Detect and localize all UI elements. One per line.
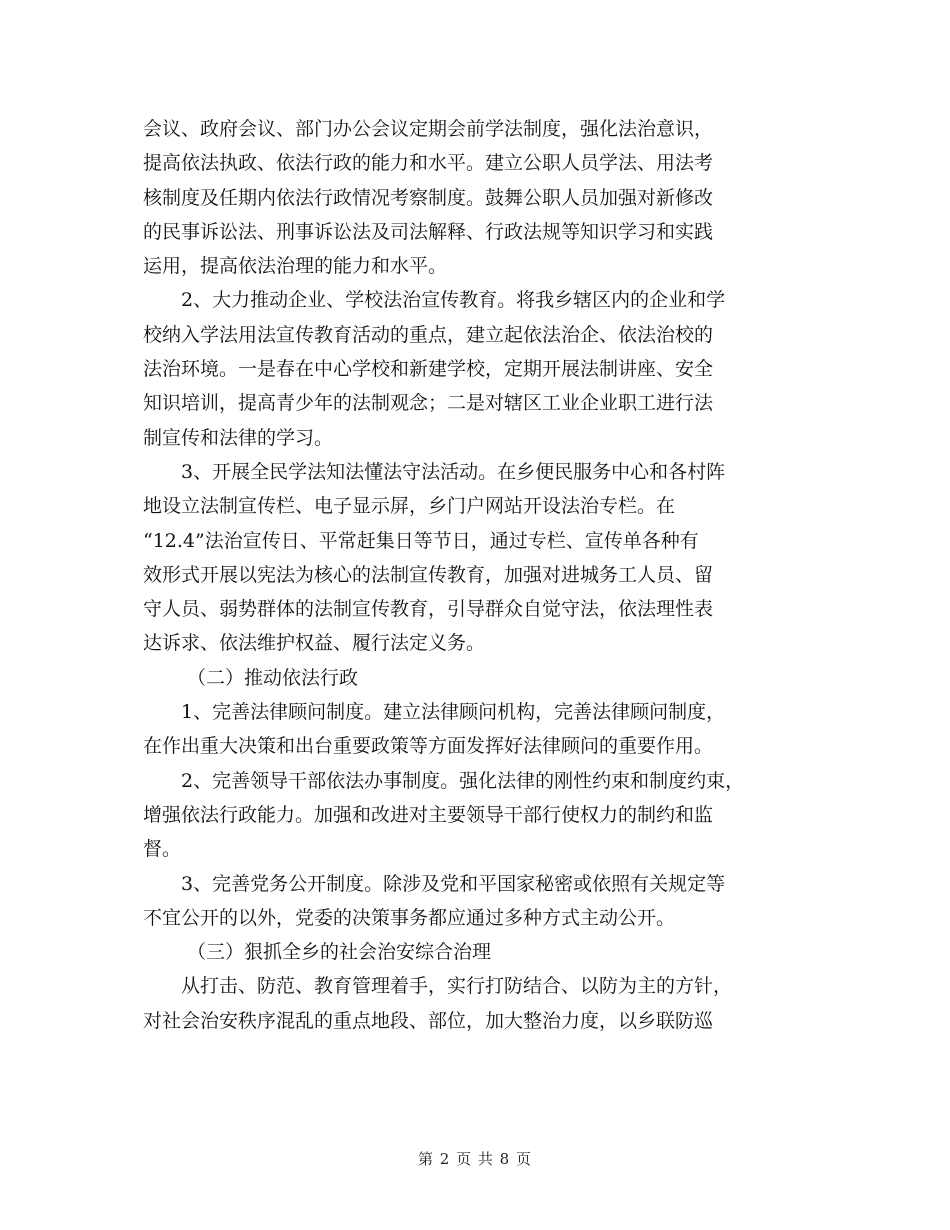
text-line: 守人员、弱势群体的法制宣传教育，引导群众自觉守法，依法理性表 bbox=[143, 598, 714, 621]
text-line: 3、开展全民学法知法懂法守法活动。在乡便民服务中心和各村阵 bbox=[181, 460, 726, 483]
document-body bbox=[143, 112, 823, 1038]
text-line: 知识培训，提高青少年的法制观念；二是对辖区工业企业职工进行法 bbox=[143, 392, 714, 415]
text-line: 法治环境。一是春在中心学校和新建学校，定期开展法制讲座、安全 bbox=[143, 358, 714, 381]
text-line: 3、完善党务公开制度。除涉及党和平国家秘密或依照有关规定等 bbox=[181, 872, 726, 895]
text-line: 在作出重大决策和出台重要政策等方面发挥好法律顾问的重要作用。 bbox=[143, 735, 714, 758]
text-line: 2、大力推动企业、学校法治宣传教育。将我乡辖区内的企业和学 bbox=[181, 289, 726, 312]
text-line: 2、完善领导干部依法办事制度。强化法律的刚性约束和制度约束， bbox=[181, 769, 745, 792]
section-heading: （三）狠抓全乡的社会治安综合治理 bbox=[187, 941, 492, 964]
text-line: 对社会治安秩序混乱的重点地段、部位，加大整治力度，以乡联防巡 bbox=[143, 1009, 714, 1032]
text-line: “12.4”法治宣传日、平常赶集日等节日，通过专栏、宣传单各种有 bbox=[143, 529, 699, 552]
section-heading: （二）推动依法行政 bbox=[187, 666, 359, 689]
text-line: 达诉求、依法维护权益、履行法定义务。 bbox=[143, 632, 486, 655]
text-line: 地设立法制宣传栏、电子显示屏，乡门户网站开设法治专栏。在 bbox=[143, 495, 676, 518]
text-line: 增强依法行政能力。加强和改进对主要领导干部行使权力的制约和监 bbox=[143, 803, 714, 826]
page-number-footer: 第 2 页 共 8 页 bbox=[418, 1150, 532, 1168]
text-line: 提高依法执政、依法行政的能力和水平。建立公职人员学法、用法考 bbox=[143, 152, 714, 175]
text-line: 从打击、防范、教育管理着手，实行打防结合、以防为主的方针， bbox=[181, 975, 733, 998]
text-line: 的民事诉讼法、刑事诉讼法及司法解释、行政法规等知识学习和实践 bbox=[143, 220, 714, 243]
text-line: 制宣传和法律的学习。 bbox=[143, 426, 334, 449]
text-line: 核制度及任期内依法行政情况考察制度。鼓舞公职人员加强对新修改 bbox=[143, 186, 714, 209]
text-line: 1、完善法律顾问制度。建立法律顾问机构，完善法律顾问制度， bbox=[181, 701, 726, 724]
text-line: 校纳入学法用法宣传教育活动的重点，建立起依法治企、依法治校的 bbox=[143, 323, 714, 346]
text-line: 会议、政府会议、部门办公会议定期会前学法制度，强化法治意识， bbox=[143, 118, 714, 140]
text-line: 督。 bbox=[143, 838, 182, 861]
text-line: 运用，提高依法治理的能力和水平。 bbox=[143, 255, 448, 278]
text-line: 效形式开展以宪法为核心的法制宣传教育，加强对进城务工人员、留 bbox=[143, 563, 714, 586]
text-line: 不宜公开的以外，党委的决策事务都应通过多种方式主动公开。 bbox=[143, 906, 676, 929]
